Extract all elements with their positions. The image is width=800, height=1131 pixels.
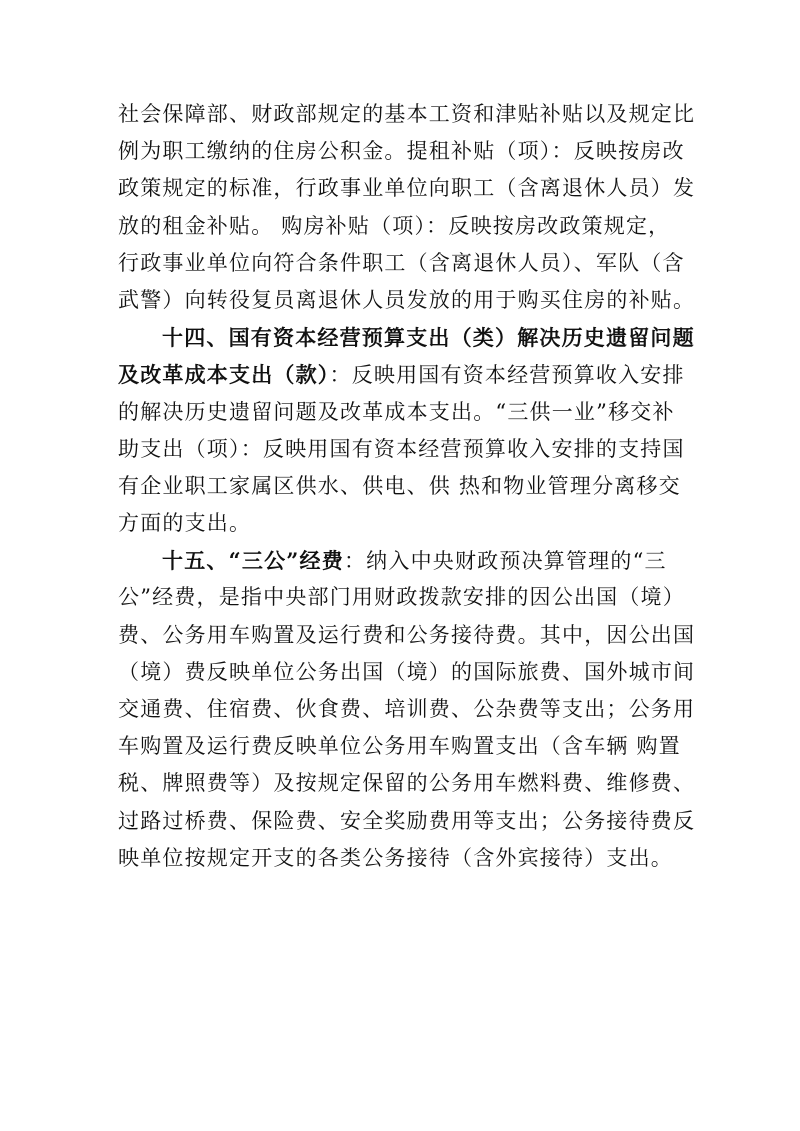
text-line: 社会保障部、财政部规定的基本工资和津贴补贴以及规定比 — [118, 102, 696, 126]
text-line: 税、牌照费等）及按规定保留的公务用车燃料费、维修费、 — [118, 771, 696, 796]
text-line: 交通费、住宿费、伙食费、培训费、公杂费等支出；公务用 — [118, 697, 696, 721]
section-14-text: ：反映用国有资本经营预算收入安排 — [329, 363, 685, 388]
section-14-heading: 十四、国有资本经营预算支出（类）解决历史遗留问题 — [162, 325, 695, 351]
text-line: 有企业职工家属区供水、供电、供 热和物业管理分离移交 — [118, 473, 681, 498]
text-line: 映单位按规定开支的各类公务接待（含外宾接待）支出。 — [118, 845, 673, 870]
text-line: 车购置及运行费反映单位公务用车购置支出（含车辆 购置 — [118, 734, 681, 759]
text-line: 费、公务用车购置及运行费和公务接待费。其中，因公出国 — [118, 622, 696, 647]
text-line: 过路过桥费、保险费、安全奖励费用等支出；公务接待费反 — [118, 808, 696, 833]
text-line: 助支出（项）：反映用国有资本经营预算收入安排的支持国 — [118, 436, 685, 461]
text-line: 武警）向转役复员离退休人员发放的用于购买住房的补贴。 — [118, 287, 696, 312]
text-line: 公”经费，是指中央部门用财政拨款安排的因公出国（境） — [118, 585, 685, 610]
text-line: 放的租金补贴。 购房补贴（项）：反映按房改政策规定， — [118, 213, 671, 238]
text-line: 的解决历史遗留问题及改革成本支出。“三供一业”移交补 — [118, 399, 675, 424]
text-line — [118, 542, 690, 579]
text-line: 方面的支出。 — [118, 511, 252, 536]
section-15 — [118, 542, 696, 877]
section-14-heading-cont: 及改革成本支出（款） — [118, 362, 330, 388]
section-14 — [118, 319, 695, 542]
paragraph-housing-subsidy — [118, 96, 696, 319]
text-line: 政策规定的标准，行政事业单位向职工（含离退休人员）发 — [118, 176, 696, 201]
text-line: （境）费反映单位公务出国（境）的国际旅费、国外城市间 — [118, 659, 696, 684]
text-line — [118, 356, 690, 393]
document-body — [118, 96, 696, 877]
section-15-heading: 十五、“三公”经费 — [162, 548, 344, 574]
text-line: 例为职工缴纳的住房公积金。提租补贴（项）：反映按房改 — [118, 139, 685, 164]
text-line: 行政事业单位向符合条件职工（含离退休人员）、军队（含 — [118, 250, 685, 275]
section-15-text: ：纳入中央财政预决算管理的“三 — [343, 549, 667, 574]
